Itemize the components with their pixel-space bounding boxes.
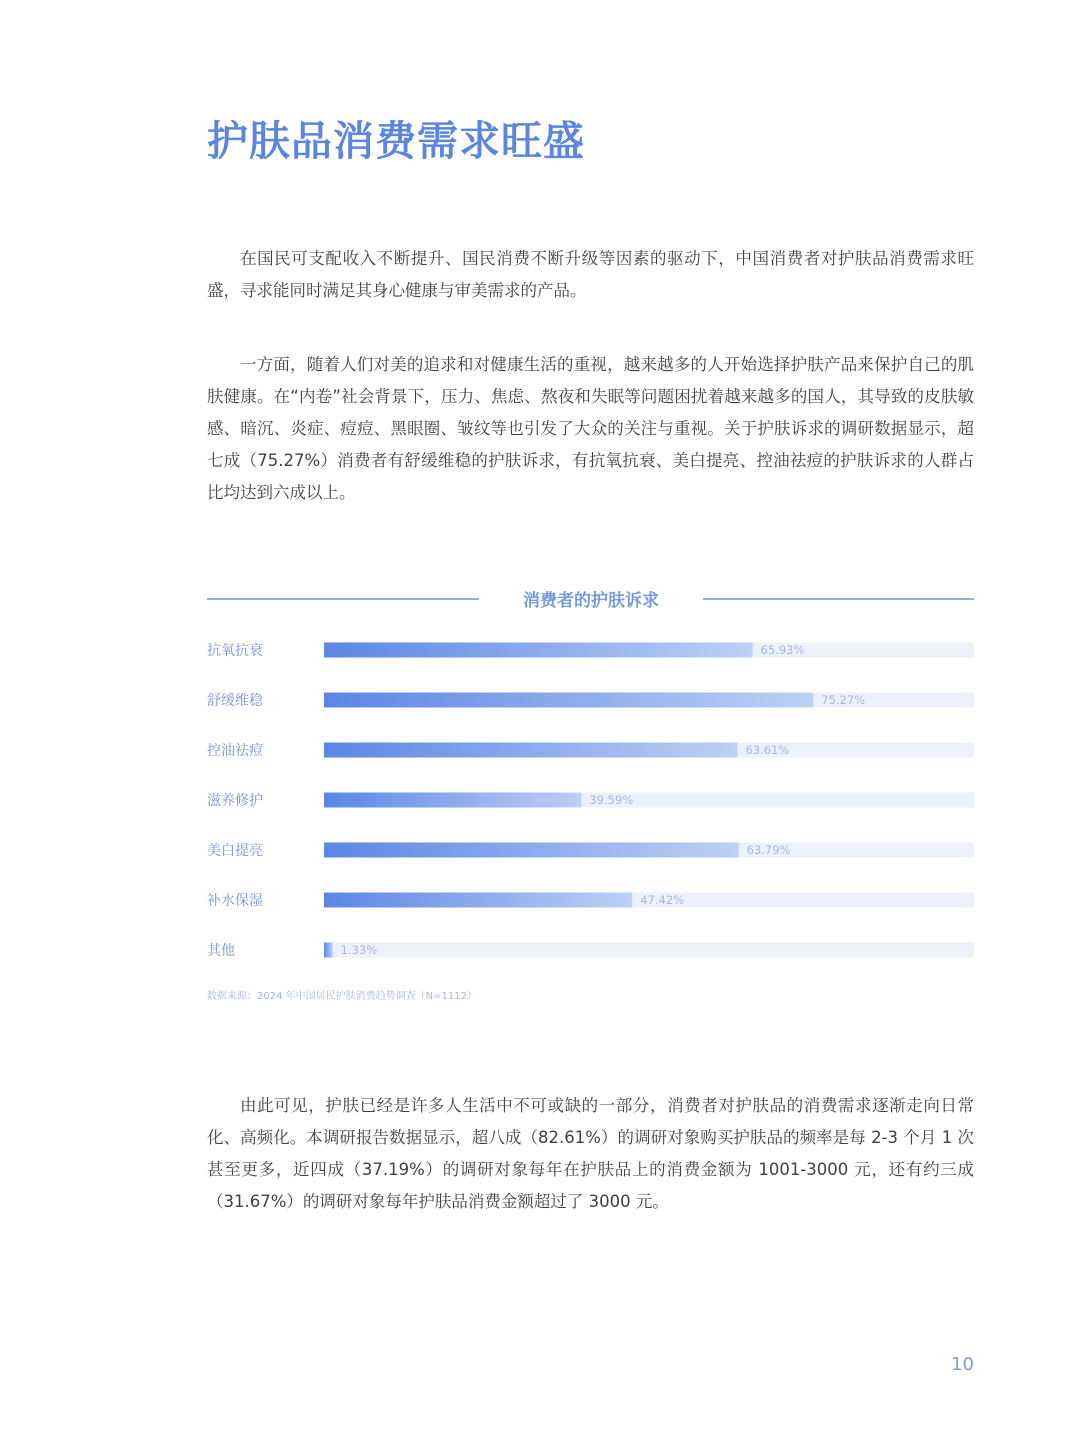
bar-row-2 (324, 693, 813, 708)
chart-header-rule-left (207, 598, 479, 600)
chart-header (207, 582, 974, 616)
bar-row-3 (324, 743, 737, 758)
data-source-note: 数据来源：2024 年中国居民护肤消费趋势调查（N=1112） (207, 991, 477, 1002)
bar-track-row-7 (324, 943, 974, 958)
bar-row-6 (324, 893, 632, 908)
bar-category-label-row-5: 美白提亮 (207, 843, 263, 859)
bar-row-7 (324, 943, 333, 958)
page-number: 10 (951, 1354, 974, 1375)
bar-value-label-row-1: 65.93% (760, 643, 805, 657)
bar-category-label-row-6: 补水保湿 (207, 893, 263, 909)
bar-value-label-row-2: 75.27% (821, 693, 866, 707)
chart-title: 消费者的护肤诉求 (523, 591, 659, 611)
bar-row-5 (324, 843, 739, 858)
chart-header-rule-right (703, 598, 974, 600)
bar-category-label-row-3: 控油祛痘 (207, 743, 263, 759)
bar-category-label-row-2: 舒缓维稳 (207, 693, 263, 709)
paragraph-demand: 一方面，随着人们对美的追求和对健康生活的重视，越来越多的人开始选择护肤产品来保护自己的肌肤健康。在“内卷”社会背景下，压力、焦虑、熬夜和失眠等问题困扰着越来越多的国人，其导致的皮肤敏感、暗沉、炎症、痘痘、黑眼圈、皱纹等也引发了大众的关注与重视。关于护肤诉求的调研数据显示，超七成（75.27%）消费者有舒缓维稳的护肤诉求，有抗氧抗衰、美白提亮、控油祛痘的护肤诉求的人群占比均达到六成以上。 (207, 355, 974, 502)
bar-value-label-row-4: 39.59% (589, 793, 634, 807)
bar-category-label-row-1: 抗氧抗衰 (207, 643, 263, 659)
paragraph-intro: 在国民可支配收入不断提升、国民消费不断升级等因素的驱动下，中国消费者对护肤品消费需求旺盛，寻求能同时满足其身心健康与审美需求的产品。 (207, 249, 974, 300)
bar-value-label-row-7: 1.33% (340, 943, 378, 957)
paragraph-conclusion: 由此可见，护肤已经是许多人生活中不可或缺的一部分，消费者对护肤品的消费需求逐渐走向日常化、高频化。本调研报告数据显示，超八成（82.61%）的调研对象购买护肤品的频率是每 2-3 个月 1 次甚至更多，近四成（37.19%）的调研对象每年在护肤品上的消费金额为 1001-3000 元，还有约三成（31.67%）的调研对象每年护肤品消费金额超过了 3000 元。 (207, 1096, 974, 1211)
bar-category-label-row-4: 滋养修护 (207, 793, 263, 809)
bar-category-label-row-7: 其他 (207, 943, 235, 959)
bar-value-label-row-6: 47.42% (640, 893, 685, 907)
bar-value-label-row-5: 63.79% (746, 843, 791, 857)
bar-value-label-row-3: 63.61% (745, 743, 790, 757)
page-title: 护肤品消费需求旺盛 (207, 117, 585, 165)
bar-row-4 (324, 793, 581, 808)
bar-row-1 (324, 643, 753, 658)
skin-care-demand-bar-chart (0, 630, 1080, 975)
